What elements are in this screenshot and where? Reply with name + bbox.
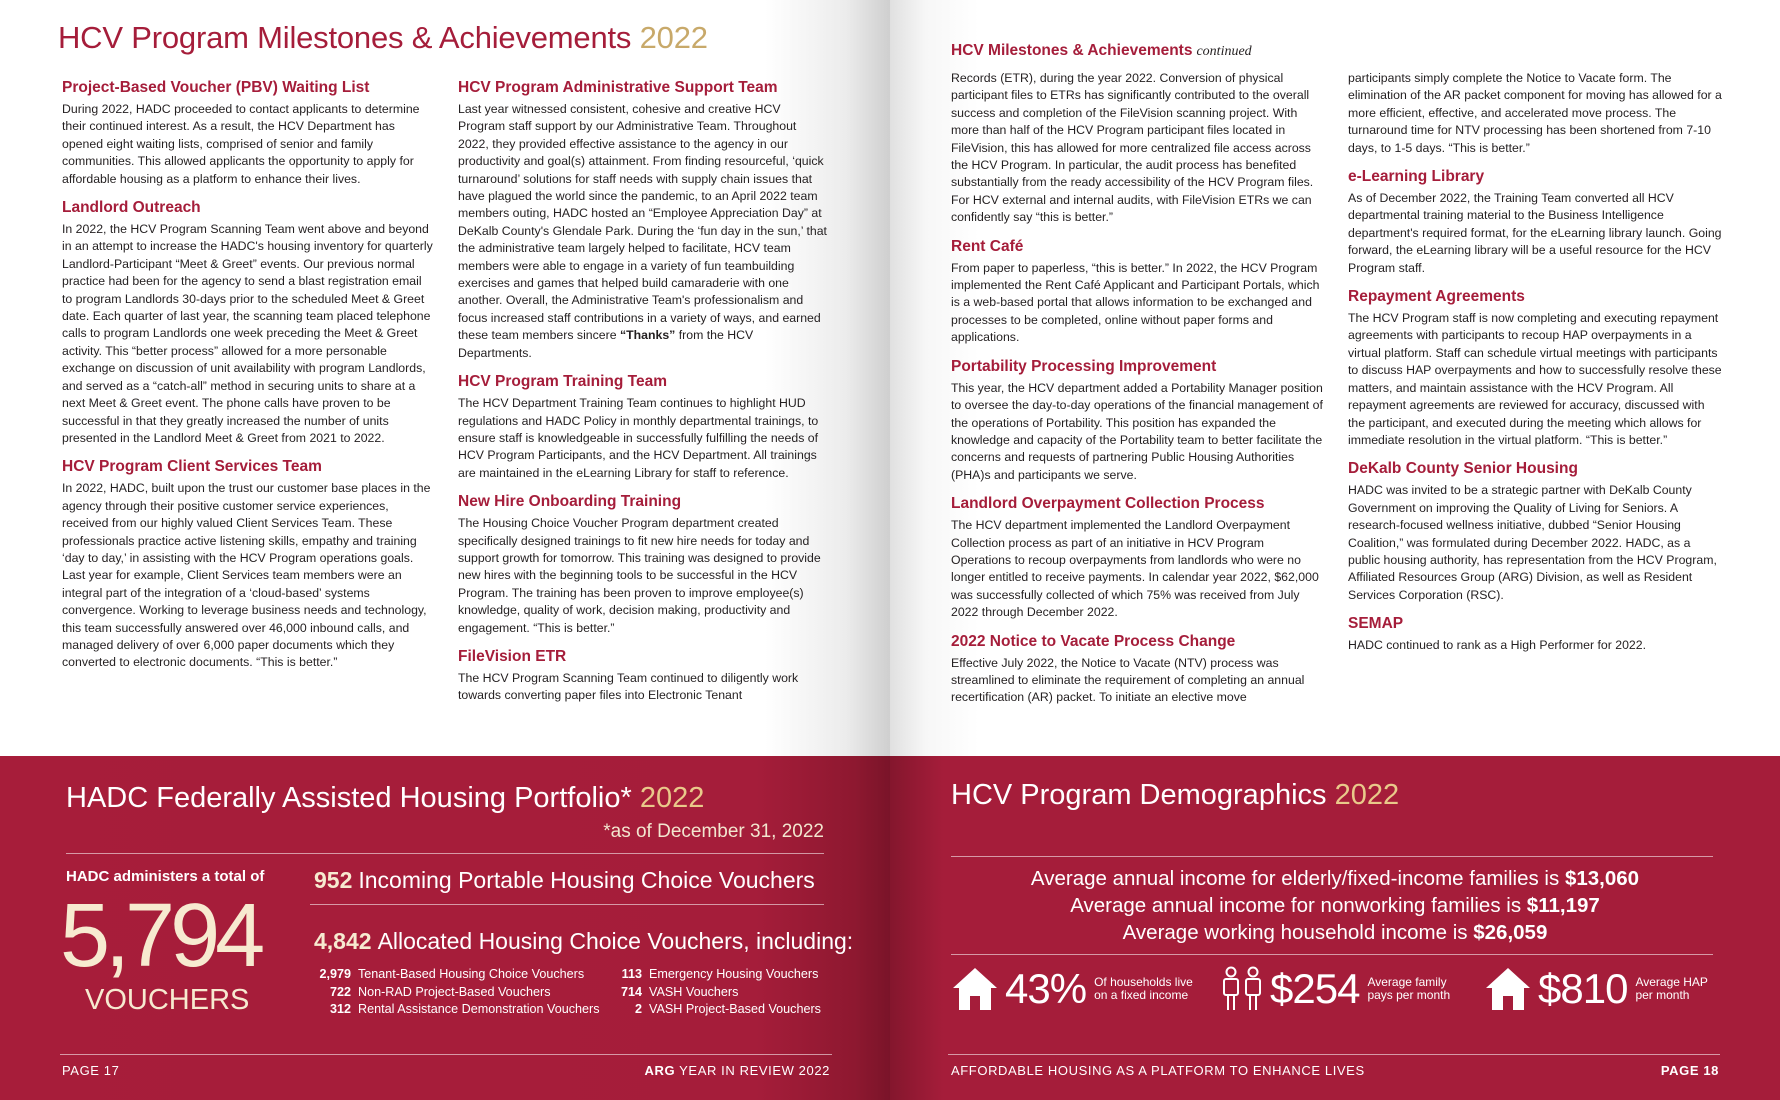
article-heading: Landlord Outreach	[62, 199, 201, 217]
total-vouchers-unit: VOUCHERS	[85, 984, 250, 1016]
house-icon	[1484, 966, 1532, 1012]
article-heading: FileVision ETR	[458, 647, 567, 665]
income-elderly: Average annual income for elderly/fixed-income families is $13,060	[1030, 867, 1640, 890]
article-body: From paper to paperless, “this is better.” In 2022, the HCV Program implemented the Rent Café Applicant and Participant Portals, which is a web-based portal that allows information to be exchanged and processes to be completed, online without paper forms and applications.	[951, 260, 1320, 345]
list-item: 722 Non-RAD Project-Based Vouchers	[329, 984, 551, 999]
article-column-2	[458, 78, 830, 715]
voucher-breakdown-b	[610, 966, 821, 1019]
article-column-4	[1348, 70, 1724, 665]
article-heading: HCV Program Client Services Team	[62, 458, 322, 476]
article-heading: HCV Program Administrative Support Team	[458, 79, 778, 96]
article-body: In 2022, HADC, built upon the trust our customer base places in the agency through their positive customer service experiences, received from our highly valued Client Services Team. These professionals practice active listening skills, empathy and training ‘day to day,’ in assisting with the HCV Program operations goals. Last year for example, Client Services team members were an integral part of the integration of a ‘cloud-based’ systems convergence. Working to leverage business needs and technology, this team successfully answered over 46,000 inbound calls, and managed delivery of over 6,000 paper documents which they converted to electronic documents. “This is better.”	[62, 481, 431, 670]
list-item: 714 VASH Vouchers	[620, 984, 739, 999]
article-heading: Landlord Overpayment Collection Process	[951, 495, 1265, 513]
page-title: HCV Program Milestones & Achievements 2022	[58, 20, 708, 55]
article-heading: e-Learning Library	[1348, 168, 1485, 186]
article-body: During 2022, HADC proceeded to contact applicants to determine their continued interest. As a result, the HCV Department has opened eight waiting lists, comprised of senior and family communities. This allowed applicants the opportunity to apply for affordable housing as a platform to enhance their lives.	[62, 102, 420, 186]
article-heading: New Hire Onboarding Training	[458, 493, 682, 511]
article-heading: HCV Program Training Team	[458, 373, 668, 391]
article-body: As of December 2022, the Training Team converted all HCV departmental training material to the Business Intelligence department's required format, for the eLearning library launch. Going forward, the eLearning library will be a useful resource for the HCV Program staff.	[1348, 191, 1722, 275]
demographics-band	[890, 756, 1780, 1100]
article-body: The HCV department implemented the Landlord Overpayment Collection process as part of an initiative in HCV Program Operations to recoup overpayments from landlords who were no longer entitled to receive payments. In calendar year 2022, $62,000 was successfully collected of which 75% was received from July 2022 through December 2022.	[951, 518, 1319, 620]
portfolio-band	[0, 756, 890, 1100]
stat-family-pays: $254 Average family pays per month	[1220, 966, 1450, 1012]
article-column-3	[951, 70, 1325, 717]
income-working: Average working household income is $26,059	[1122, 921, 1548, 944]
milestones-section	[0, 0, 890, 756]
stat-description: Average HAP per month	[1635, 975, 1708, 1002]
page-number: PAGE 17	[62, 1063, 120, 1078]
article-body: HADC continued to rank as a High Performer for 2022.	[1348, 638, 1647, 653]
stat-fixed-income: 43% Of households live on a fixed income	[951, 966, 1193, 1012]
publication-name: ARG YEAR IN REVIEW 2022	[644, 1063, 830, 1078]
article-heading: 2022 Notice to Vacate Process Change	[951, 632, 1236, 650]
list-item: 113 Emergency Housing Vouchers	[621, 967, 819, 981]
article-column-1	[62, 78, 434, 682]
portfolio-as-of: *as of December 31, 2022	[603, 821, 824, 842]
article-body: The HCV Department Training Team continues to highlight HUD regulations and HADC Policy in monthly departmental trainings, to ensure staff is knowledgeable in successfully fulfilling the needs of HCV Program Participants, and the HCV Department. All trainings are maintained in the eLearning Library for staff to reference.	[458, 396, 819, 480]
article-heading: Portability Processing Improvement	[951, 357, 1217, 375]
income-nonworking: Average annual income for nonworking families is $11,197	[1070, 894, 1600, 917]
milestones-continued-section	[890, 0, 1780, 756]
article-body: The HCV Program staff is now completing and executing repayment agreements with participants to recoup HAP overpayments in a virtual platform. Staff can schedule virtual meetings with participants to discuss HAP overpayments and how to successfully resolve these matters, and maintain assistance with the HCV Program. All repayment agreements are reviewed for accuracy, discussed with the participant, and executed during the meeting which allows for immediate resolution in the virtual platform. “This is better.”	[1348, 311, 1722, 447]
article-body: The Housing Choice Voucher Program department created specifically designed trainings to fit new hire needs for today and support growth for tomorrow. This training was designed to provide new hires with the beginning tools to be successful in the HCV Program. The training has been proven to improve employee(s) knowledge, quality of work, decision making, productivity and engagement. “This is better.”	[458, 516, 821, 635]
tagline: AFFORDABLE HOUSING AS A PLATFORM TO ENHANCE LIVES	[951, 1063, 1365, 1078]
divider	[951, 954, 1713, 955]
admin-total-label: HADC administers a total of	[66, 868, 265, 885]
divider	[948, 1054, 1720, 1055]
article-heading: Rent Café	[951, 237, 1024, 255]
article-body: HADC was invited to be a strategic partner with DeKalb County Government on improving the Quality of Living for Seniors. A research-focused wellness initiative, dubbed “Senior Housing Coalition,” was formulated during December 2022. HADC, as a public housing authority, has representation from the HCV Program, Affiliated Resources Group (ARG) Division, as well as Resident Services Corporation (RSC).	[1348, 483, 1717, 602]
list-item: 2,979 Tenant-Based Housing Choice Vouchers	[319, 967, 585, 981]
article-body: This year, the HCV department added a Portability Manager position to oversee the day-to-day operations of the financial management of the operations of Portability. This position has expanded the knowledge and capacity of the Portability team to better facilitate the concerns and requests of partnering Public Housing Authorities (PHA)s and participants we serve.	[951, 380, 1323, 482]
continued-title: HCV Milestones & Achievements continued	[951, 42, 1252, 59]
divider	[60, 1054, 832, 1055]
list-item: 312 Rental Assistance Demonstration Vouchers	[329, 1002, 600, 1016]
article-body: The HCV Program Scanning Team continued to diligently work towards converting paper files into Electronic Tenant	[458, 670, 799, 703]
portfolio-title: HADC Federally Assisted Housing Portfolio* 2022	[66, 782, 705, 814]
incoming-vouchers: 952 Incoming Portable Housing Choice Vouchers	[314, 867, 815, 893]
voucher-breakdown-a	[314, 966, 600, 1019]
article-body: Records (ETR), during the year 2022. Conversion of physical participant files to ETRs has significantly contributed to the overall success and completion of the FileVision scanning project. With more than half of the HCV Program participant files located in FileVision, this has allowed for more centralized file access across the HCV Program. In particular, the audit process has benefited substantially from the ready accessibility of the HCV Program files. For HCV external and internal audits, with FileVision ETRs we can confidently say “this is better.”	[951, 71, 1314, 225]
article-heading: SEMAP	[1348, 615, 1404, 633]
house-icon	[951, 966, 999, 1012]
list-item: 2 VASH Project-Based Vouchers	[634, 1002, 821, 1016]
article-heading: Repayment Agreements	[1348, 288, 1525, 306]
article-body: Last year witnessed consistent, cohesive and creative HCV Program staff support by our Administrative Team. Throughout 2022, they provided effective assistance to the agency in our productivity and goal(s) attainment. From finding resourceful, ‘quick turnaround’ solutions for staff needs with supply chain issues that have plagued the world since the pandemic, to an April 2022 team members outing, HADC hosted an “Employee Appreciation Day” at DeKalb County's Glendale Park. During the ‘fun day in the sun,’ that the administrative team largely helped to facilitate, HCV team members were able to engage in a variety of fun teambuilding exercises and games that helped build camaraderie with one another. Overall, the Administrative Team's professionalism and focus increased staff contributions in a variety of ways, and earned these team members sincere “Thanks” from the HCV Departments.	[458, 102, 827, 360]
total-vouchers-number: 5,794	[60, 886, 261, 986]
article-body: In 2022, the HCV Program Scanning Team went above and beyond in an attempt to increase the HADC's housing inventory for quarterly Landlord-Participant “Meet & Greet” events. Our previous normal practice had been for the agency to send a blast registration email to program Landlords 30-days prior to the scheduled Meet & Greet date. Each quarter of last year, the scanning team placed telephone calls to program Landlords one week preceding the Meet & Greet activity. This “better process” allowed for a more personable exchange on discussion of unit availability with program Landlords, and served as a “catch-all” method in securing units to share at a next Meet & Greet event. The phone calls have proven to be successful in that they greatly increased the number of units presented in the Landlord Meet & Greet from 2021 to 2022.	[62, 222, 433, 445]
page-18	[890, 0, 1780, 1100]
stat-average-hap: $810 Average HAP per month	[1484, 966, 1708, 1012]
stat-description: Average family pays per month	[1367, 975, 1451, 1002]
article-body: participants simply complete the Notice to Vacate form. The elimination of the AR packet component for moving has allowed for a more efficient, effective, and accelerated move process. The turnaround time for NTV processing has been shortened from 7-10 days, to 1-5 days. “This is better.”	[1348, 71, 1722, 155]
allocated-vouchers: 4,842 Allocated Housing Choice Vouchers, including:	[314, 928, 854, 954]
divider	[66, 853, 824, 854]
divider	[310, 904, 824, 905]
article-body: Effective July 2022, the Notice to Vacate (NTV) process was streamlined to eliminate the requirement of completing an annual recertification (AR) packet. To initiate an elective move	[951, 655, 1305, 705]
stat-description: Of households live on a fixed income	[1094, 975, 1193, 1002]
page-number: PAGE 18	[1660, 1063, 1719, 1078]
divider	[951, 856, 1713, 857]
demographics-title: HCV Program Demographics 2022	[951, 779, 1400, 811]
family-icon	[1220, 966, 1264, 1012]
article-heading: DeKalb County Senior Housing	[1348, 460, 1578, 478]
article-heading: Project-Based Voucher (PBV) Waiting List	[62, 79, 370, 96]
